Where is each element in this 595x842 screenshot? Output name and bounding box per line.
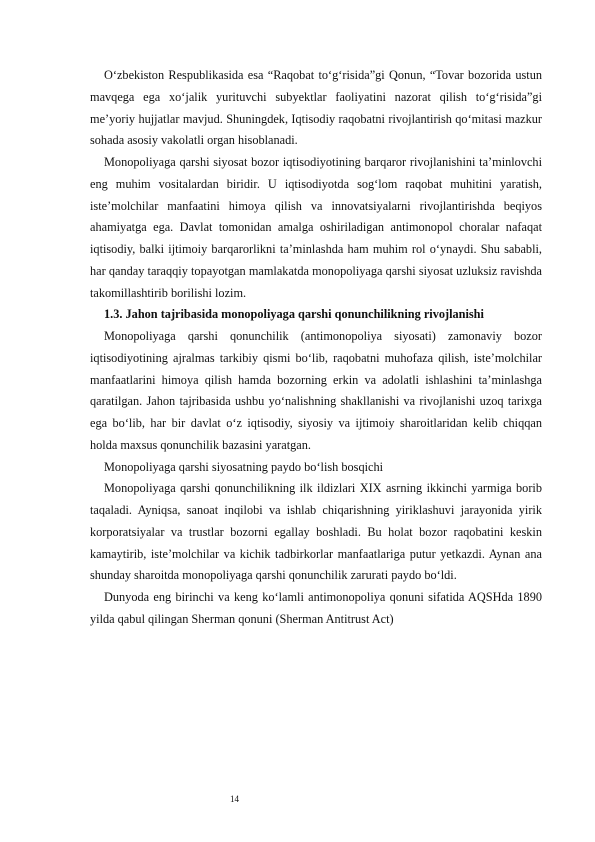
document-body [90,65,542,631]
paragraph-sherman-act: Dunyoda eng birinchi va keng ko‘lamli antimonopoliya qonuni sifatida AQSHda 1890 yilda qabul qilingan Sherman qonuni (Sherman Antitrust Act) [90,590,542,626]
section-heading: 1.3. Jahon tajribasida monopoliyaga qarshi qonunchilikning rivojlanishi [104,307,484,322]
subheading-origin-stage: Monopoliyaga qarshi siyosatning paydo bo‘lish bosqichi [104,459,384,474]
paragraph-raqobat-law: O‘zbekiston Respublikasida esa “Raqobat to‘g‘risida”gi Qonun, “Tovar bozorida ustun mavqega ega xo‘jalik yurituvchi subyektlar faoliyatini nazorat qilish to‘g‘risida”gi me’yoriy hujjatlar mavjud. Shuningdek, Iqtisodiy raqobatni rivojlantirish qo‘mitasi mazkur sohada asosiy vakolatli organ hisoblanadi. [90,68,542,148]
paragraph-world-experience: Monopoliyaga qarshi qonunchilik (antimonopoliya siyosati) zamonaviy bozor iqtisodiyotining ajralmas tarkibiy qismi bo‘lib, raqobatni muhofaza qilish, iste’molchilar manfaatlarini himoya qilish hamda bozorning erkin va adolatli ishlashini ta’minlashga qaratilgan. Jahon tajribasida ushbu yo‘nalishning shakllanishi va rivojlanishi uzoq tarixga ega bo‘lib, har bir davlat o‘z iqtisodiy, siyosiy va ijtimoiy sharoitlaridan kelib chiqqan holda maxsus qonunchilik bazasini yaratgan. [90,329,542,452]
paragraph-historical-roots: Monopoliyaga qarshi qonunchilikning ilk ildizlari XIX asrning ikkinchi yarmiga borib taqaladi. Ayniqsa, sanoat inqilobi va ishlab chiqarishning yiriklashuvi jarayonida yirik korporatsiyalar va trustlar bozorni egallay boshladi. Bu holat bozor raqobatini keskin kamaytirib, iste’molchilar va kichik tadbirkorlar manfaatlariga putur yetkazdi. Aynan ana shunday sharoitda monopoliyaga qarshi qonunchilik zarurati paydo bo‘ldi. [90,481,542,583]
paragraph-antimonopoly-policy: Monopoliyaga qarshi siyosat bozor iqtisodiyotining barqaror rivojlanishini ta’minlovchi eng muhim vositalardan biridir. U iqtisodiyotda sog‘lom raqobat muhitini yaratish, iste’molchilar manfaatini himoya qilish va innovatsiyalarni rivojlantirishda beqiyos ahamiyatga ega. Davlat tomonidan amalga oshiriladigan antimonopol choralar nafaqat iqtisodiy, balki ijtimoiy barqarorlikni ta’minlashda ham muhim rol o‘ynaydi. Shu sababli, har qanday taraqqiy topayotgan mamlakatda monopoliyaga qarshi siyosat uzluksiz ravishda takomillashtirib borilishi lozim. [90,155,542,300]
page-number: 14 [230,794,239,804]
